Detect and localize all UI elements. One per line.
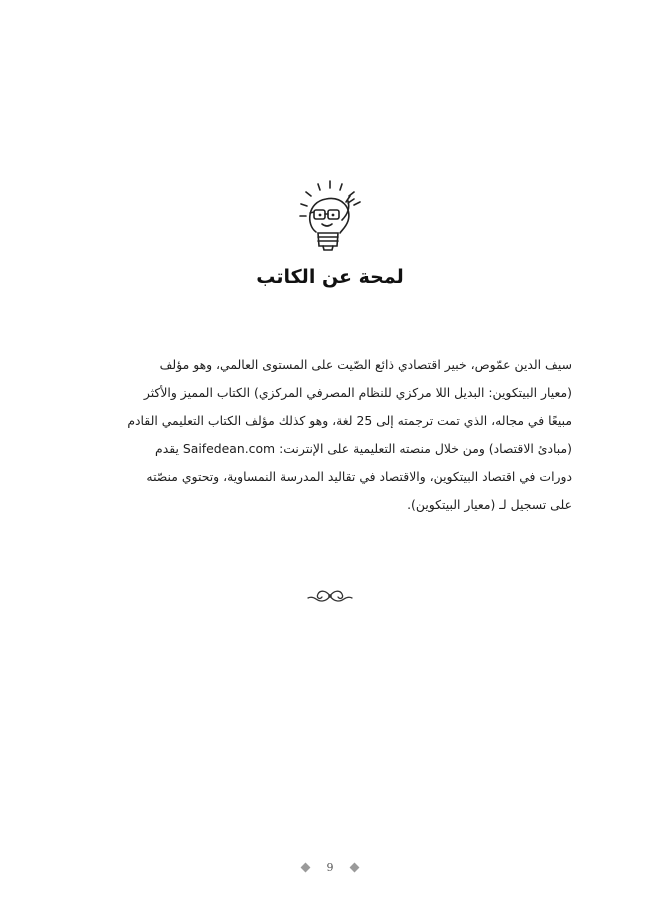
page-footer xyxy=(290,858,370,878)
page-number: 9 xyxy=(326,861,334,874)
ornament-divider-icon xyxy=(306,588,354,604)
bio-line: دورات في اقتصاد البيتكوين، والاقتصاد في تقاليد المدرسة النمساوية، وتحتوي منصّته xyxy=(146,469,572,484)
bio-line-text: (مبادئ الاقتصاد) ومن خلال منصته التعليمية على الإنترنت: xyxy=(279,441,572,456)
bio-line: (معيار البيتكوين: البديل اللا مركزي للنظام المصرفي المركزي) الكتاب المميز والأكثر xyxy=(143,385,572,400)
bio-line: مبيعًا في مجاله، الذي تمت ترجمته إلى 25 لغة، وهو كذلك مؤلف الكتاب التعليمي القادم xyxy=(127,413,572,428)
bio-line-text: يقدم xyxy=(155,441,179,456)
bio-line xyxy=(92,435,572,463)
bio-line: سيف الدين عمّوص، خبير اقتصادي ذائع الصّيت على المستوى العالمي، وهو مؤلف xyxy=(159,357,572,372)
bio-line: على تسجيل لـ (معيار البيتكوين). xyxy=(407,497,572,512)
page-title: لمحة عن الكاتب xyxy=(256,266,404,288)
website-link[interactable]: Saifedean.com xyxy=(182,441,276,456)
author-bio xyxy=(92,351,572,519)
lightbulb-character-icon xyxy=(280,180,380,258)
